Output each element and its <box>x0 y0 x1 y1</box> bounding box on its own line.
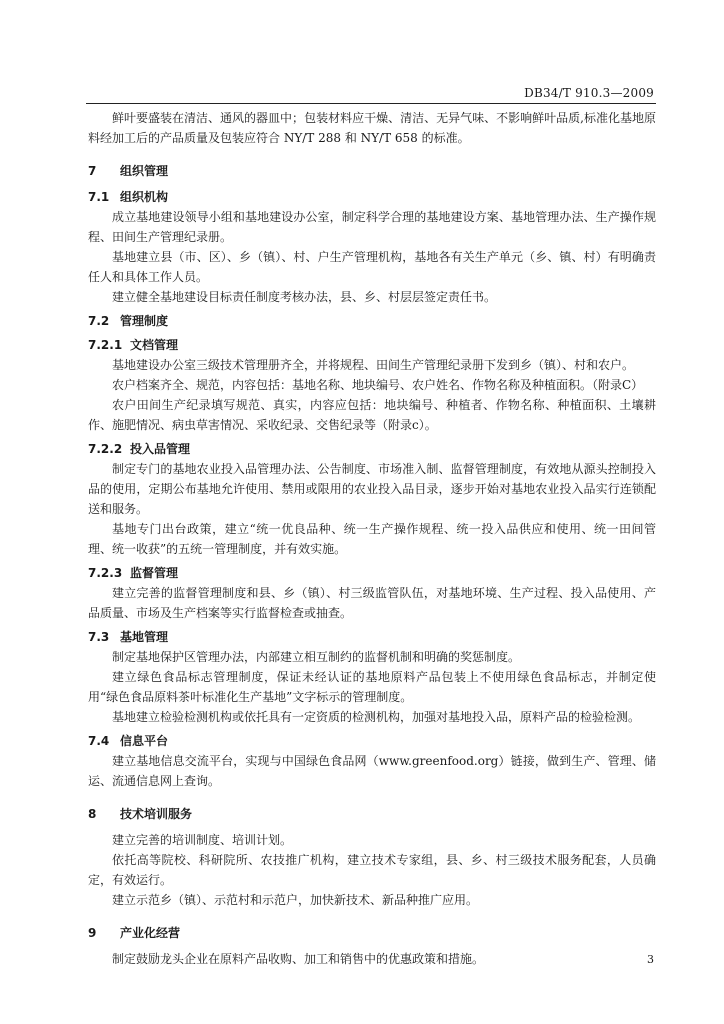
subsection-heading <box>88 187 656 207</box>
heading-number: 7.2.2 <box>88 442 123 456</box>
header-rule <box>86 103 656 104</box>
heading-title: 基地管理 <box>120 630 169 644</box>
document-id: DB34/T 910.3—2009 <box>524 86 654 100</box>
heading-title: 文档管理 <box>130 338 179 352</box>
heading-title: 技术培训服务 <box>120 807 193 821</box>
document-body <box>88 108 656 969</box>
paragraph: 制定专门的基地农业投入品管理办法、公告制度、市场准入制、监督管理制度，有效地从源头控制投入品的使用，定期公布基地允许使用、禁用或限用的农业投入品目录，逐步开始对基地农业投入品实行连锁配送和服务。 <box>88 462 656 516</box>
heading-number: 7.2.3 <box>88 566 123 580</box>
heading-number: 9 <box>88 926 97 940</box>
subsection-heading <box>88 311 656 331</box>
paragraph: 农户档案齐全、规范，内容包括：基地名称、地块编号、农户姓名、作物名称及种植面积。（附录C） <box>112 378 644 392</box>
subsection-heading <box>88 563 656 583</box>
heading-number: 7.2.1 <box>88 338 123 352</box>
heading-number: 8 <box>88 807 97 821</box>
paragraph: 基地专门出台政策，建立“统一优良品种、统一生产操作规程、统一投入品供应和使用、统一田间管理、统一收获”的五统一管理制度，并有效实施。 <box>88 522 656 556</box>
page-number: 3 <box>647 953 654 966</box>
heading-number: 7.2 <box>88 314 110 328</box>
heading-number: 7.3 <box>88 630 110 644</box>
subsection-heading <box>88 731 656 751</box>
paragraph: 制定基地保护区管理办法，内部建立相互制约的监督机制和明确的奖惩制度。 <box>112 650 521 664</box>
heading-number: 7 <box>88 164 97 178</box>
heading-title: 投入品管理 <box>130 442 191 456</box>
heading-title: 组织机构 <box>120 190 169 204</box>
paragraph: 基地建立检验检测机构或依托具有一定资质的检测机构，加强对基地投入品，原料产品的检验检测。 <box>112 710 641 724</box>
subsection-heading <box>88 335 656 355</box>
paragraph: 建立绿色食品标志管理制度，保证未经认证的基地原料产品包装上不使用绿色食品标志，并制定使用“绿色食品原料茶叶标准化生产基地”文字标示的管理制度。 <box>88 670 656 704</box>
paragraph: 鲜叶要盛装在清洁、通风的器皿中；包装材料应干燥、清洁、无异气味、不影响鲜叶品质,标准化基地原料经加工后的产品质量及包装应符合 NY/T 288 和 NY/T 658 的标准。 <box>88 111 656 145</box>
paragraph: 建立完善的监督管理制度和县、乡（镇）、村三级监管队伍，对基地环境、生产过程、投入品使用、产品质量、市场及生产档案等实行监督检查或抽查。 <box>88 586 656 620</box>
paragraph: 依托高等院校、科研院所、农技推广机构，建立技术专家组，县、乡、村三级技术服务配套，人员确定，有效运行。 <box>88 853 656 887</box>
paragraph: 建立健全基地建设目标责任制度考核办法，县、乡、村层层签定责任书。 <box>112 290 497 304</box>
heading-number: 7.4 <box>88 734 110 748</box>
heading-title: 管理制度 <box>120 314 169 328</box>
heading-title: 组织管理 <box>120 164 169 178</box>
section-heading <box>88 161 656 181</box>
paragraph: 基地建设办公室三级技术管理册齐全，并将规程、田间生产管理纪录册下发到乡（镇）、村和农户。 <box>112 358 635 372</box>
section-heading <box>88 923 656 943</box>
heading-number: 7.1 <box>88 190 110 204</box>
heading-title: 产业化经营 <box>120 926 181 940</box>
section-heading <box>88 804 656 824</box>
subsection-heading <box>88 439 656 459</box>
heading-title: 信息平台 <box>120 734 169 748</box>
paragraph: 建立完善的培训制度、培训计划。 <box>112 833 293 847</box>
heading-title: 监督管理 <box>130 566 179 580</box>
paragraph: 建立基地信息交流平台，实现与中国绿色食品网（www.greenfood.org）链接，做到生产、管理、储运、流通信息网上查询。 <box>88 754 656 788</box>
subsection-heading <box>88 627 656 647</box>
paragraph: 建立示范乡（镇）、示范村和示范户，加快新技术、新品种推广应用。 <box>112 893 479 907</box>
paragraph: 基地建立县（市、区）、乡（镇）、村、户生产管理机构，基地各有关生产单元（乡、镇、村）有明确责任人和具体工作人员。 <box>88 250 656 284</box>
paragraph: 农户田间生产纪录填写规范、真实，内容应包括：地块编号、种植者、作物名称、种植面积、土壤耕作、施肥情况、病虫草害情况、采收纪录、交售纪录等（附录c）。 <box>88 398 656 432</box>
paragraph: 制定鼓励龙头企业在原料产品收购、加工和销售中的优惠政策和措施。 <box>112 952 485 966</box>
paragraph: 成立基地建设领导小组和基地建设办公室，制定科学合理的基地建设方案、基地管理办法、生产操作规程、田间生产管理纪录册。 <box>88 210 656 244</box>
